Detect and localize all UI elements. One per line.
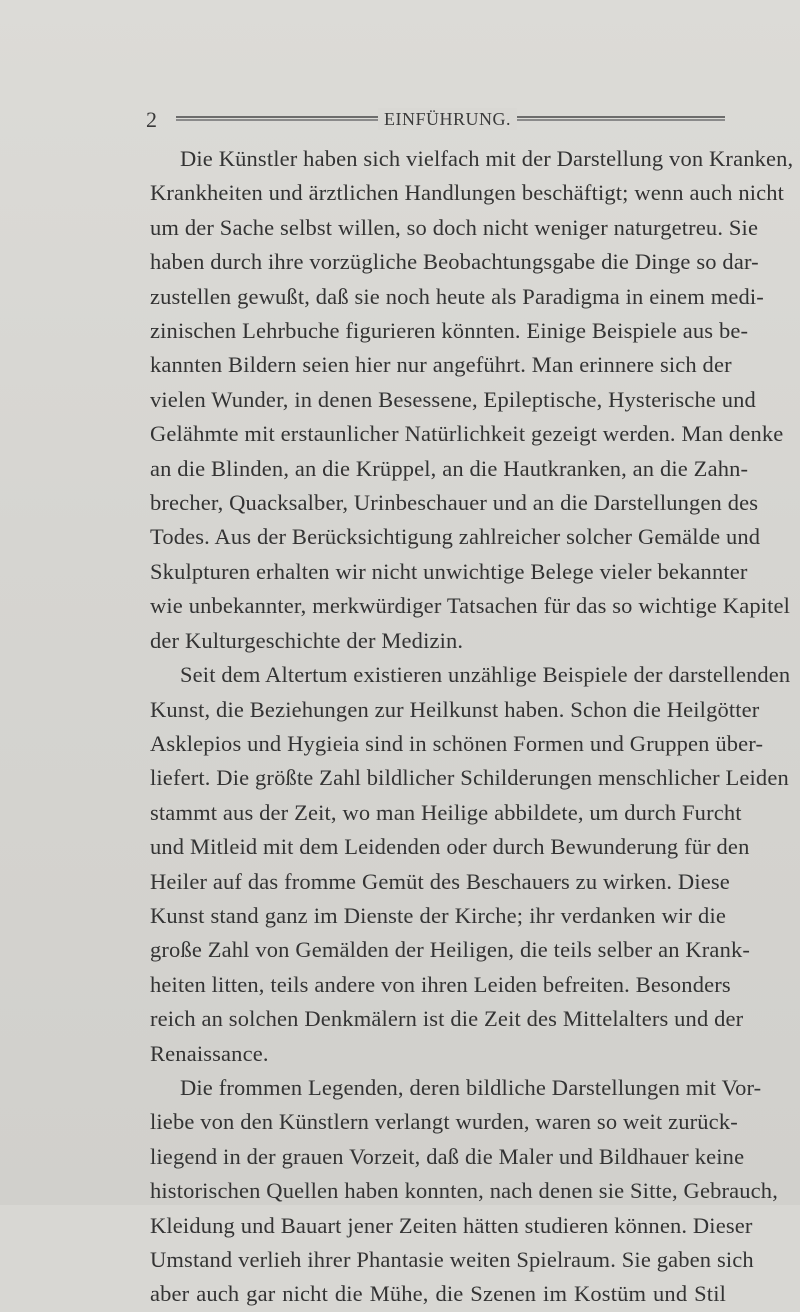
text-line: Seit dem Altertum existieren unzählige Beispiele der darstellenden [180,662,791,688]
text-line: brecher, Quacksalber, Urinbeschauer und an die Darstellungen des [150,490,759,516]
text-line: stammt aus der Zeit, wo man Heilige abbildete, um durch Furcht [150,799,742,825]
text-line: große Zahl von Gemälden der Heiligen, die teils selber an Krank- [150,937,751,963]
text-line: an die Blinden, an die Krüppel, an die Hautkranken, an die Zahn- [150,455,749,481]
text-line: reich an solchen Denkmälern ist die Zeit des Mittelalters und der [150,1006,744,1032]
body-text [150,142,794,1312]
text-line: liefert. Die größte Zahl bildlicher Schilderungen menschlicher Leiden [150,765,789,791]
text-line: und Mitleid mit dem Leidenden oder durch Bewunderung für den [150,834,750,860]
text-line: liegend in der grauen Vorzeit, daß die Maler und Bildhauer keine [150,1143,745,1169]
text-line: Gelähmte mit erstaunlicher Natürlichkeit gezeigt werden. Man denke [150,421,784,447]
text-line: Krankheiten und ärztlichen Handlungen beschäftigt; wenn auch nicht [150,180,785,206]
text-line: liebe von den Künstlern verlangt wurden, waren so weit zurück- [150,1109,738,1135]
text-line: haben durch ihre vorzügliche Beobachtungsgabe die Dinge so dar- [150,249,759,275]
header-rule-right [510,116,725,118]
text-line: Kunst, die Beziehungen zur Heilkunst haben. Schon die Heilgötter [150,696,760,722]
text-line: Renaissance. [150,1040,269,1066]
text-line: kannten Bildern seien hier nur angeführt. Man erinnere sich der [150,352,732,378]
text-line: Skulpturen erhalten wir nicht unwichtige Belege vieler bekannter [150,558,748,584]
text-line: Kleidung und Bauart jener Zeiten hätten studieren können. Dieser [150,1212,753,1238]
text-line: Die Künstler haben sich vielfach mit der Darstellung von Kranken, [180,146,794,171]
text-line: zustellen gewußt, daß sie noch heute als Paradigma in einem medi- [150,283,764,309]
text-line: vielen Wunder, in denen Besessene, Epileptische, Hysterische und [150,386,756,412]
running-header [146,106,726,136]
header-title: EINFÜHRUNG. [378,108,517,130]
text-line: heiten litten, teils andere von ihren Leiden befreiten. Besonders [150,971,731,997]
text-line: Die frommen Legenden, deren bildliche Darstellungen mit Vor- [180,1074,762,1100]
text-line: zinischen Lehrbuche figurieren könnten. Einige Beispiele aus be- [150,318,749,344]
text-line: Todes. Aus der Berücksichtigung zahlreicher solcher Gemälde und [150,524,761,550]
text-line: aber auch gar nicht die Mühe, die Szenen im Kostüm und Stil [150,1281,726,1307]
text-line: Kunst stand ganz im Dienste der Kirche; ihr verdanken wir die [150,902,726,928]
text-line: historischen Quellen haben konnten, nach denen sie Sitte, Gebrauch, [150,1178,778,1204]
page-number: 2 [146,107,157,132]
text-line: wie unbekannter, merkwürdiger Tatsachen für das so wichtige Kapitel [150,593,791,619]
text-line: Heiler auf das fromme Gemüt des Beschauers zu wirken. Diese [150,868,730,894]
text-line: Umstand verlieh ihrer Phantasie weiten Spielraum. Sie gaben sich [150,1247,754,1272]
text-line: um der Sache selbst willen, so doch nicht weniger naturgetreu. Sie [150,214,759,240]
text-line: der Kulturgeschichte der Medizin. [150,627,464,653]
text-line: Asklepios und Hygieia sind in schönen Formen und Gruppen über- [150,730,764,756]
